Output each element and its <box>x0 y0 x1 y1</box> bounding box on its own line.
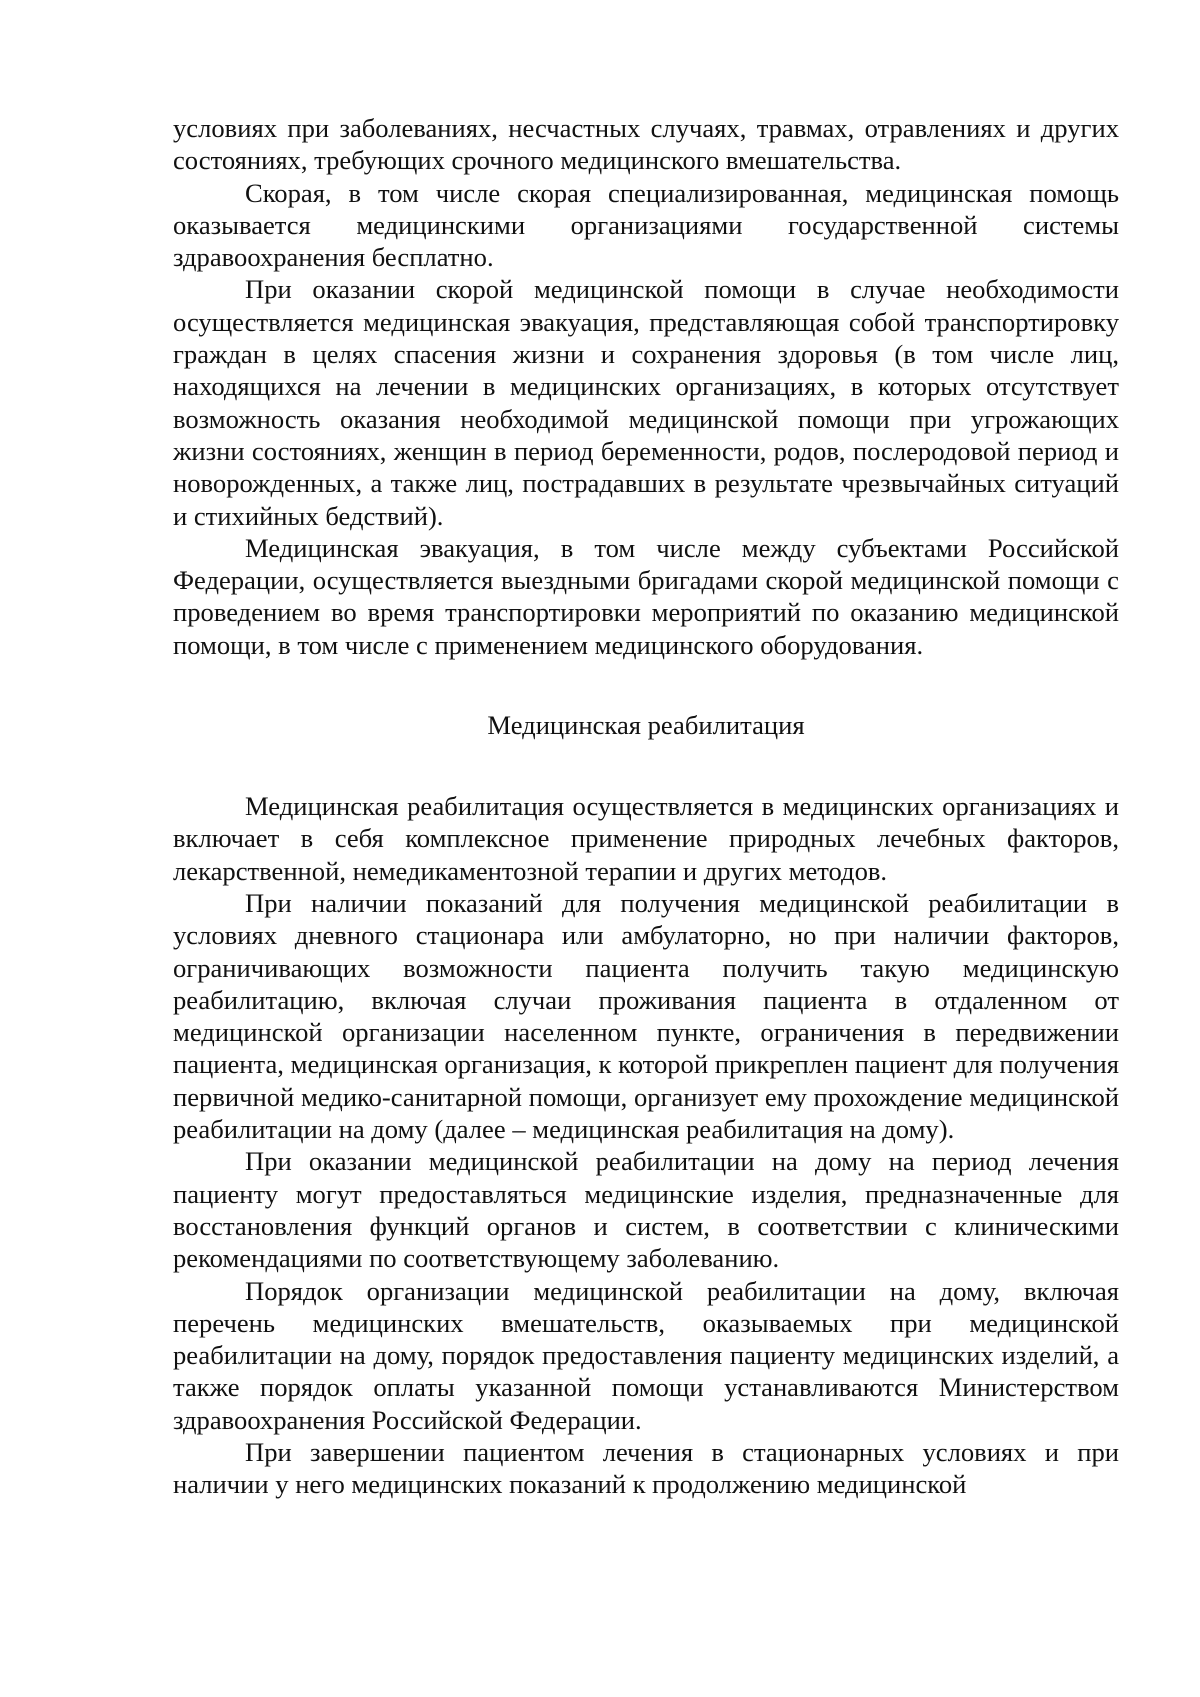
paragraph: условиях при заболеваниях, несчастных случаях, травмах, отравлениях и других состояниях, требующих срочного медицинского вмешательства. <box>173 113 1119 176</box>
paragraph: Порядок организации медицинской реабилитации на дому, включая перечень медицинских вмешательств, оказываемых при медицинской реабилитации на дому, порядок предоставления пациенту медицинских изделий, а также порядок оплаты указанной помощи устанавливаются Министерством здравоохранения Российской Федерации. <box>173 1275 1119 1435</box>
paragraph: Медицинская эвакуация, в том числе между субъектами Российской Федерации, осуществляется выездными бригадами скорой медицинской помощи с проведением во время транспортировки мероприятий по оказанию медицинской помощи, в том числе с применением медицинского оборудования. <box>173 532 1119 660</box>
paragraph: При завершении пациентом лечения в стационарных условиях и при наличии у него медицинских показаний к продолжению медицинской <box>173 1436 1119 1500</box>
paragraphs-after-heading <box>173 790 1119 1501</box>
section-heading: Медицинская реабилитация <box>487 710 805 741</box>
paragraph: Скорая, в том числе скорая специализированная, медицинская помощь оказывается медицинскими организациями государственной системы здравоохранения бесплатно. <box>173 177 1119 273</box>
paragraph: При оказании скорой медицинской помощи в случае необходимости осуществляется медицинская эвакуация, представляющая собой транспортировку граждан в целях спасения жизни и сохранения здоровья (в том числе лиц, находящихся на лечении в медицинских организациях, в которых отсутствует возможность оказания необходимой медицинской помощи при угрожающих жизни состояниях, женщин в период беременности, родов, послеродовой период и новорожденных, а также лиц, пострадавших в результате чрезвычайных ситуаций и стихийных бедствий). <box>173 274 1119 531</box>
paragraph: При наличии показаний для получения медицинской реабилитации в условиях дневного стационара или амбулаторно, но при наличии факторов, ограничивающих возможности пациента получить такую медицинскую реабилитацию, включая случаи проживания пациента в отдаленном от медицинской организации населенном пункте, ограничения в передвижении пациента, медицинская организация, к которой прикреплен пациент для получения первичной медико-санитарной помощи, организует ему прохождение медицинской реабилитации на дому (далее – медицинская реабилитация на дому). <box>173 887 1119 1145</box>
paragraph: Медицинская реабилитация осуществляется в медицинских организациях и включает в себя комплексное применение природных лечебных факторов, лекарственной, немедикаментозной терапии и других методов. <box>173 791 1119 886</box>
document-body <box>173 112 1119 1501</box>
paragraph: При оказании медицинской реабилитации на дому на период лечения пациенту могут предоставляться медицинские изделия, предназначенные для восстановления функций органов и систем, в соответствии с клиническими рекомендациями по соответствующему заболеванию. <box>173 1146 1119 1274</box>
paragraphs-before-heading <box>173 112 1119 661</box>
